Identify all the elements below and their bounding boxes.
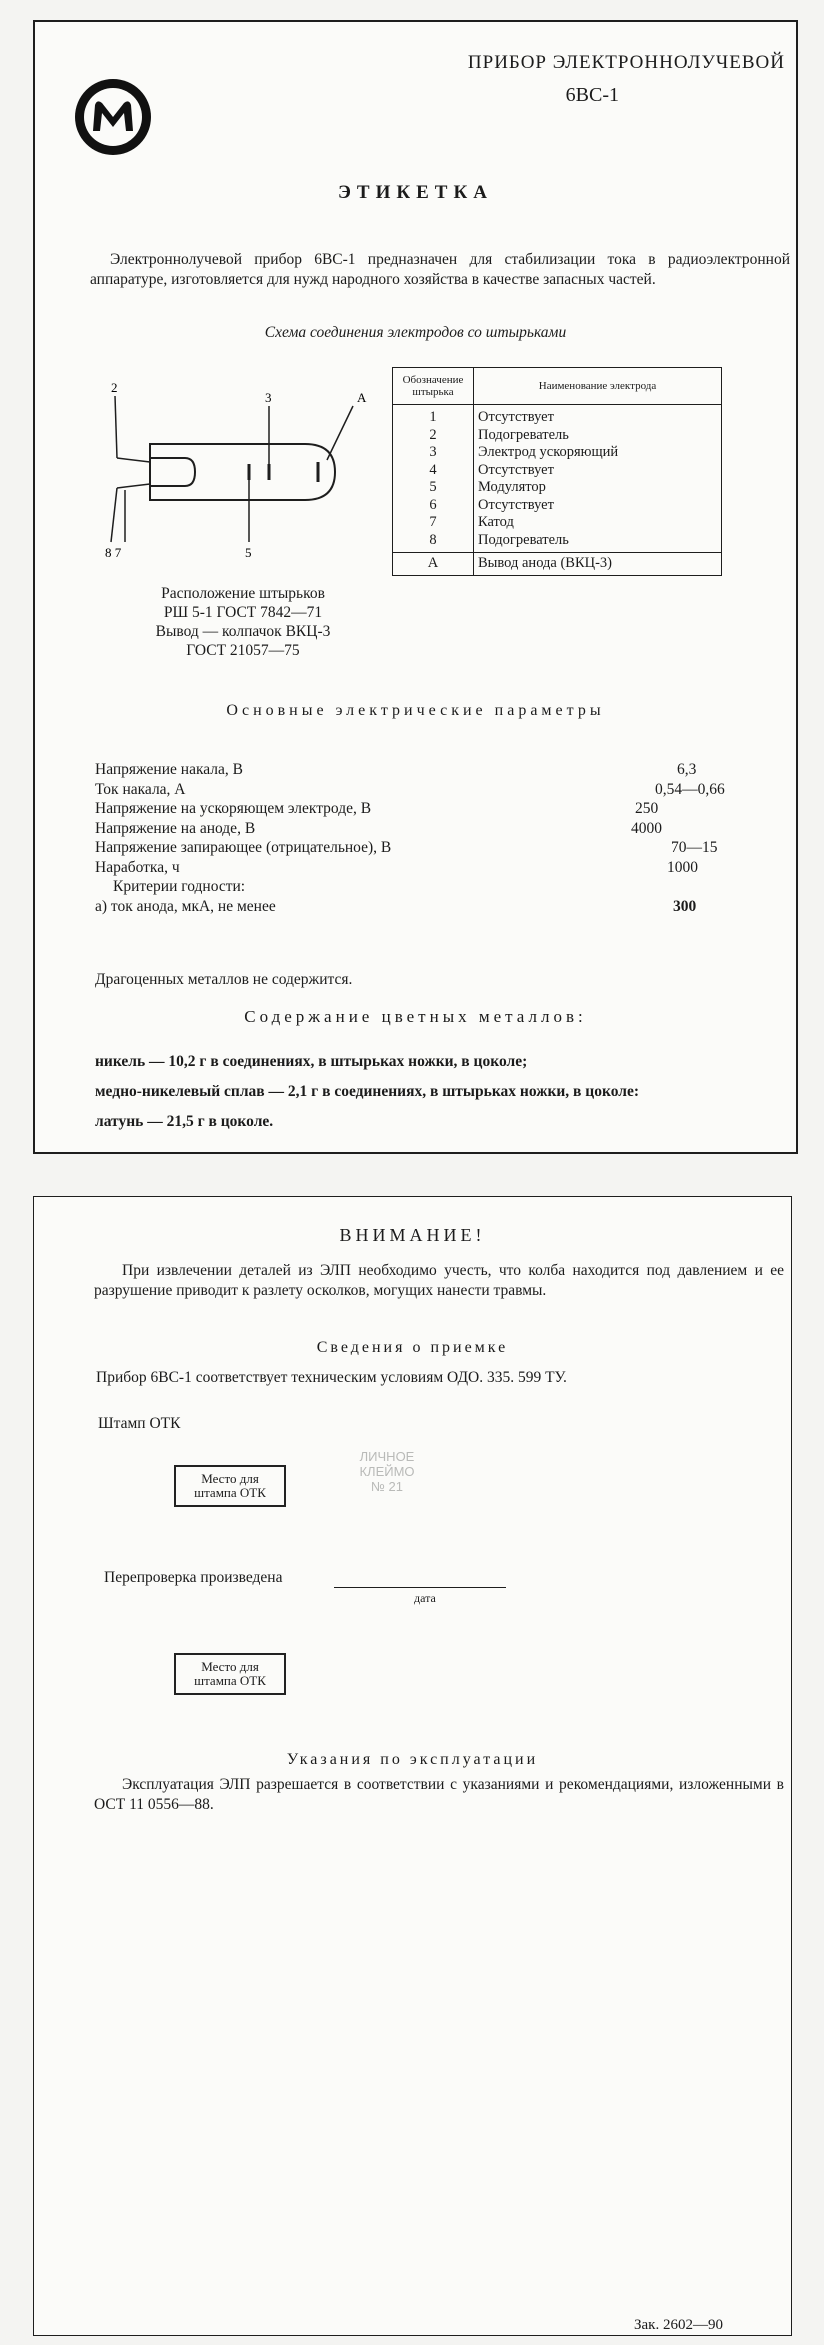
acceptance-text: Прибор 6ВС-1 соответствует техническим условиям ОДО. 335. 599 ТУ. (96, 1369, 567, 1386)
table-row: А Вывод анода (ВКЦ-3) (393, 553, 722, 576)
operation-heading: Указания по эксплуатации (286, 1751, 539, 1768)
pin-table-header-designation: Обозначение штырька (393, 368, 474, 405)
param-row: Напряжение запирающее (отрицательное), В 70—15 (95, 839, 718, 856)
metals-list (95, 1047, 795, 1137)
date-line (334, 1587, 506, 1588)
table-row: 5 Модулятор (393, 479, 722, 497)
list-item: латунь — 21,5 г в цоколе. (95, 1113, 274, 1130)
order-number: Зак. 2602—90 (634, 2317, 723, 2333)
pin-label-anode: А (357, 390, 367, 405)
device-model: 6ВС-1 (565, 84, 619, 106)
pin-table-header-name: Наименование электрода (474, 368, 722, 405)
table-row: 8 Подогреватель (393, 532, 722, 553)
table-row: 6 Отсутствует (393, 497, 722, 515)
date-label: дата (414, 1591, 436, 1605)
pin-caption: Расположение штырьков РШ 5-1 ГОСТ 7842—71 Вывод — колпачок ВКЦ-3 ГОСТ 21057—75 (155, 585, 331, 659)
label-heading: ЭТИКЕТКА (338, 182, 493, 203)
device-type-title: ПРИБОР ЭЛЕКТРОННОЛУЧЕВОЙ (467, 52, 785, 73)
operation-text: Эксплуатация ЭЛП разрешается в соответствии с указаниями и рекомендациями, изложенными в ОСТ 11 0556—88. (94, 1776, 784, 1813)
manufacturer-logo-icon (73, 77, 153, 157)
acceptance-heading: Сведения о приемке (316, 1339, 509, 1356)
param-row: Напряжение накала, В 6,3 (95, 761, 697, 778)
pin-label-bottom-left: 8 7 (105, 545, 122, 560)
params-heading: Основные электрические параметры (226, 702, 605, 719)
param-row: Напряжение на аноде, В 4000 (95, 819, 662, 837)
pin-label-top-left: 2 (111, 380, 118, 395)
label-sheet (33, 20, 798, 1154)
list-item: медно-никелевый сплав — 2,1 г в соединениях, в штырьках ножки, в цоколе: (95, 1083, 639, 1100)
param-row: а) ток анода, мкА, не менее 300 (95, 897, 697, 915)
intro-paragraph: Электроннолучевой прибор 6ВС-1 предназначен для стабилизации тока в радиоэлектронной аппаратуре, изготовляется для нужд народного хозяйства в качестве запасных частей. (90, 251, 790, 288)
stamp-box-2: Место для штампа ОТК (174, 1653, 286, 1695)
table-row: 1 Отсутствует (393, 405, 722, 427)
stamp-box-1: Место для штампа ОТК (174, 1465, 286, 1507)
list-item: никель — 10,2 г в соединениях, в штырьках ножки, в цоколе; (95, 1053, 528, 1070)
pin-table (392, 367, 722, 576)
param-row: Критерии годности: (113, 878, 246, 895)
param-row: Напряжение на ускоряющем электроде, В 250 (95, 800, 659, 817)
otk-stamp-label: Штамп ОТК (98, 1415, 181, 1432)
scheme-title: Схема соединения электродов со штырьками (264, 324, 567, 341)
precious-metals-note: Драгоценных металлов не содержится. (95, 971, 353, 988)
notice-sheet (33, 1196, 792, 2336)
metals-heading: Содержание цветных металлов: (244, 1007, 587, 1026)
param-row: Наработка, ч 1000 (95, 858, 698, 876)
pin-label-top-mid: 3 (265, 390, 272, 405)
faint-stamp: ЛИЧНОЕ КЛЕЙМО № 21 (359, 1449, 415, 1494)
warning-heading: ВНИМАНИЕ! (339, 1225, 486, 1245)
recheck-label: Перепроверка произведена (104, 1569, 283, 1586)
table-row: 3 Электрод ускоряющий (393, 444, 722, 462)
table-row: 4 Отсутствует (393, 462, 722, 480)
warning-text: При извлечении деталей из ЭЛП необходимо учесть, что колба находится под давлением и ее разрушение приводит к разлету осколков, могущих нанести травмы. (94, 1262, 784, 1299)
tube-pin-diagram (95, 372, 385, 582)
table-row: 7 Катод (393, 514, 722, 532)
pin-label-bottom-mid: 5 (245, 545, 252, 560)
params-list (95, 760, 785, 916)
param-row: Ток накала, А 0,54—0,66 (95, 780, 725, 798)
table-row: 2 Подогреватель (393, 427, 722, 445)
